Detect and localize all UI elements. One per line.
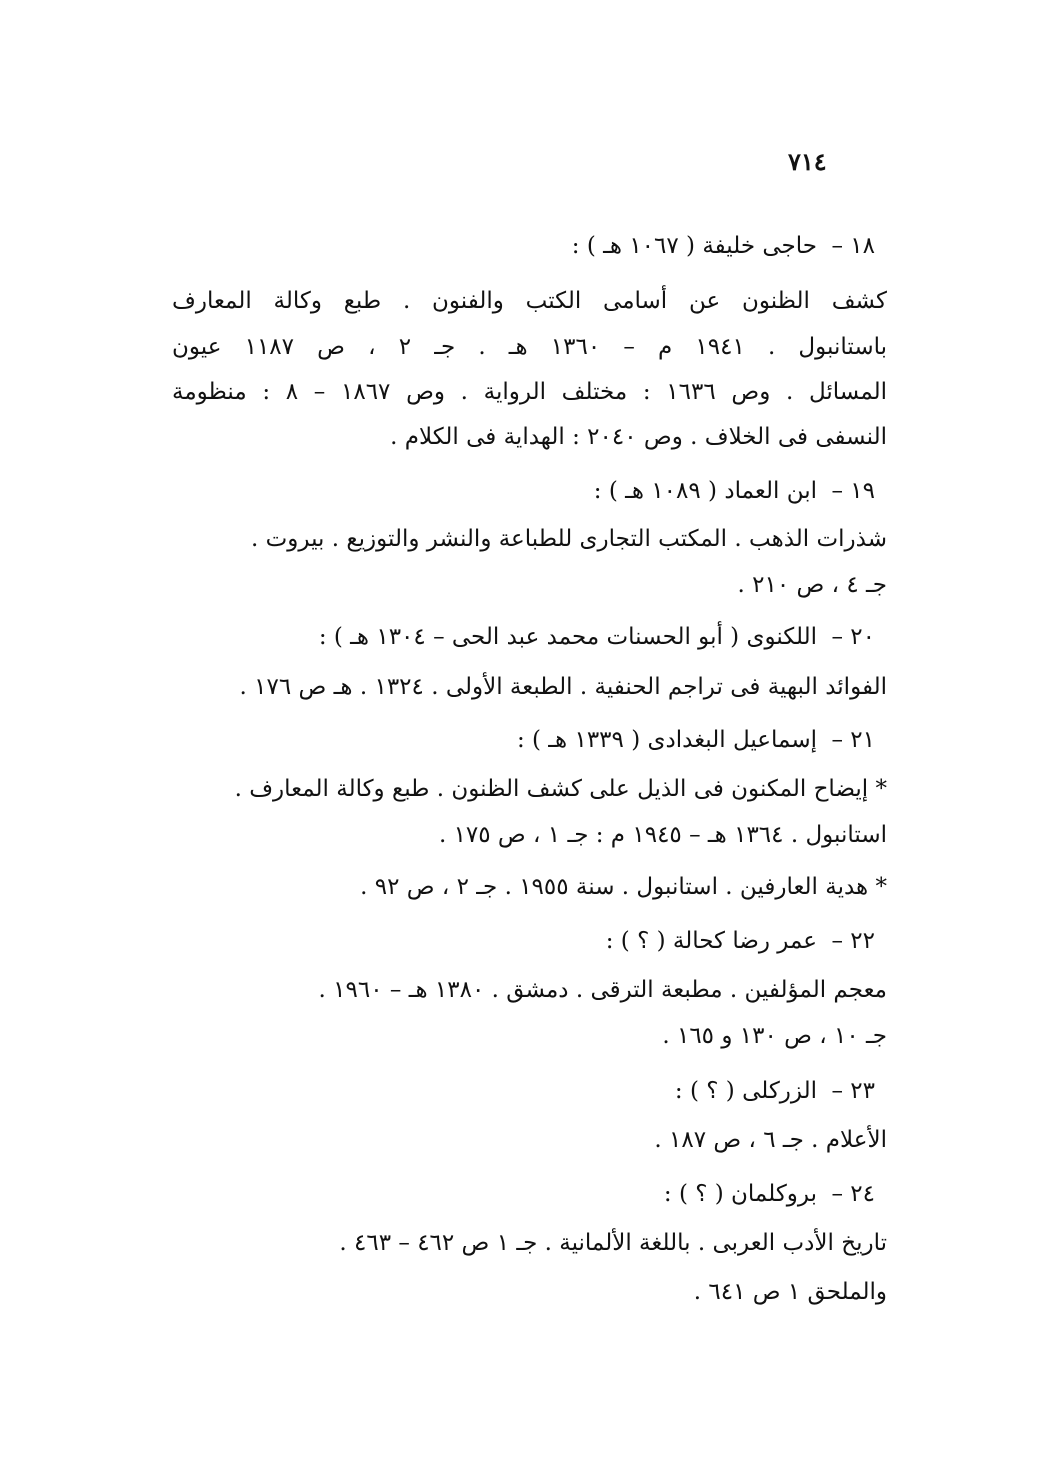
entry-number: ٢١ – [831,727,875,753]
entry-line: استانبول . ١٣٦٤ هـ – ١٩٤٥ م : جـ ١ ، ص ١٧٥ . [438,822,887,848]
entry-heading [664,1176,875,1212]
entry-line: شذرات الذهب . المكتب التجارى للطباعة والنشر والتوزيع . بيروت . [251,526,887,552]
entry-number: ١٨ – [831,233,875,259]
entry-heading [606,923,875,959]
entry-line: معجم المؤلفين . مطبعة الترقى . دمشق . ١٣٨٠ هـ – ١٩٦٠ . [318,977,887,1003]
page-number: ٧١٤ [788,147,827,176]
entry-heading [572,228,875,264]
entry-line: الفوائد البهية فى تراجم الحنفية . الطبعة الأولى . ١٣٢٤ . هـ ص ١٧٦ . [239,674,887,700]
entry-number: ١٩ – [831,478,875,504]
entry-line: كشف الظنون عن أسامى الكتب والفنون . طبع وكالة المعارف [172,288,887,314]
entry-heading [517,722,875,758]
entry-number: ٢٢ – [831,928,875,954]
entry-line: المسائل . وص ١٦٣٦ : مختلف الرواية . وص ١٨٦٧ – ٨ : منظومة [172,379,888,405]
entry-title: إسماعيل البغدادى ( ١٣٣٩ هـ ) : [516,727,817,753]
entry-heading [319,619,875,655]
entry-line: جـ ٤ ، ص ٢١٠ . [737,572,887,598]
entry-line: الأعلام . جـ ٦ ، ص ١٨٧ . [654,1127,887,1153]
entry-title: حاجى خليفة ( ١٠٦٧ هـ ) : [571,233,817,259]
entry-number: ٢٠ – [831,624,875,650]
entry-number: ٢٣ – [831,1078,875,1104]
entry-line: تاريخ الأدب العربى . باللغة الألمانية . جـ ١ ص ٤٦٢ – ٤٦٣ . [339,1230,887,1256]
entry-line: * هدية العارفين . استانبول . سنة ١٩٥٥ . جـ ٢ ، ص ٩٢ . [360,874,887,900]
entry-title: ابن العماد ( ١٠٨٩ هـ ) : [593,478,817,504]
entry-title: اللكنوى ( أبو الحسنات محمد عبد الحى – ١٣٠٤ هـ ) : [318,624,817,650]
entry-heading [594,473,875,509]
entry-line: جـ ١٠ ، ص ١٣٠ و ١٦٥ . [662,1023,887,1049]
entry-heading [675,1073,875,1109]
entry-line: باستانبول . ١٩٤١ م – ١٣٦٠ هـ . جـ ٢ ، ص ١١٨٧ عيون [172,334,887,360]
entry-line: والملحق ١ ص ٦٤١ . [693,1279,887,1305]
entry-line: * إيضاح المكنون فى الذيل على كشف الظنون . طبع وكالة المعارف . [234,776,887,802]
entry-title: بروكلمان ( ؟ ) : [663,1181,817,1207]
entry-line: النسفى فى الخلاف . وص ٢٠٤٠ : الهداية فى الكلام . [390,424,887,450]
entry-title: الزركلى ( ؟ ) : [674,1078,817,1104]
entry-title: عمر رضا كحالة ( ؟ ) : [605,928,817,954]
entry-number: ٢٤ – [831,1181,875,1207]
